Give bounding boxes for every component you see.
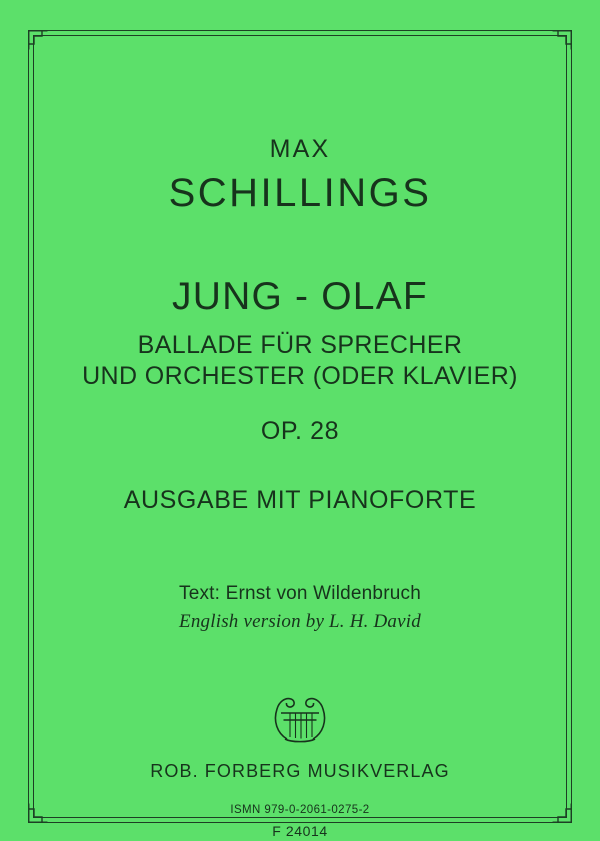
english-version-credit: English version by L. H. David — [179, 610, 421, 632]
ismn-code: ISMN 979-0-2061-0275-2 — [230, 803, 370, 816]
publisher-name: ROB. FORBERG MUSIKVERLAG — [150, 760, 450, 781]
subtitle-line-2: UND ORCHESTER (ODER KLAVIER) — [82, 362, 518, 391]
composer-first-name: MAX — [269, 135, 331, 163]
publisher-logo — [40, 693, 560, 745]
lyre-icon — [267, 693, 333, 745]
plate-number: F 24014 — [272, 822, 328, 839]
composer-last-name: SCHILLINGS — [168, 170, 432, 215]
work-title: JUNG - OLAF — [172, 274, 428, 318]
opus-number: OP. 28 — [260, 416, 340, 445]
text-author-credit: Text: Ernst von Wildenbruch — [179, 582, 421, 604]
edition-description: AUSGABE MIT PIANOFORTE — [123, 485, 477, 514]
cover-content — [40, 36, 560, 839]
subtitle-line-1: BALLADE FÜR SPRECHER — [137, 331, 463, 360]
